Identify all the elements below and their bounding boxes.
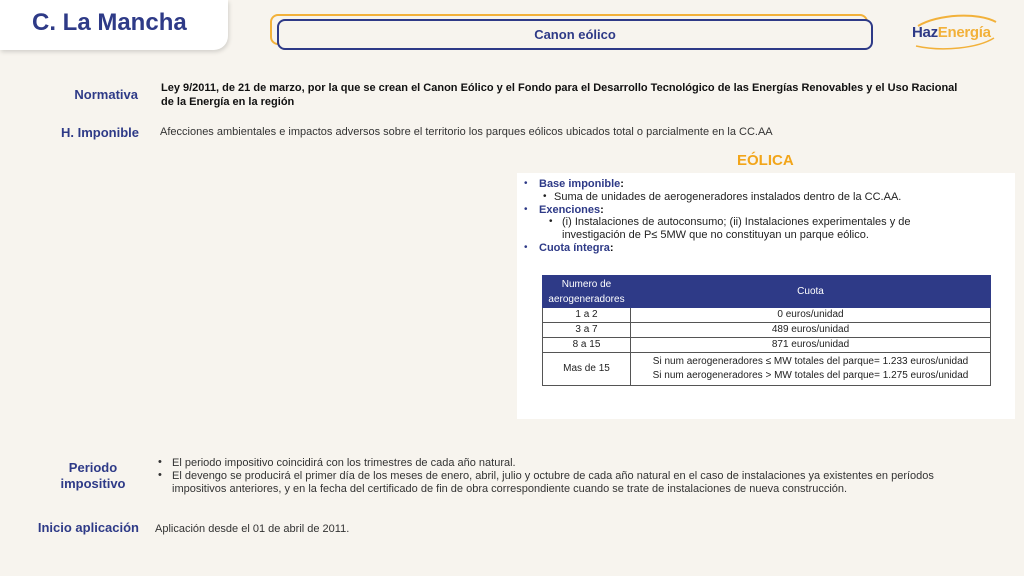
normativa-line2: de la Energía en la región [161, 96, 295, 108]
bullet-dot: • [524, 178, 528, 189]
cuota-label: Cuota íntegra [539, 242, 610, 254]
table-header-row [543, 276, 991, 308]
cuota-line2: Si num aerogeneradores > MW totales del parque= 1.275 euros/unidad [652, 370, 969, 381]
colon: : [600, 204, 604, 216]
banner-title: Canon eólico [534, 27, 616, 42]
cell-n: 8 a 15 [543, 338, 631, 353]
cell-n: 3 a 7 [543, 323, 631, 338]
base-imponible-label: Base imponible [539, 178, 621, 190]
periodo-label-line2: impositivo [60, 476, 126, 491]
normativa-label: Normativa [74, 87, 138, 102]
bullet-dot: • [158, 469, 162, 481]
inicio-label: Inicio aplicación [37, 520, 139, 535]
inicio-text: Aplicación desde el 01 de abril de 2011. [155, 523, 350, 535]
exenciones-line2: investigación de P≤ 5MW que no constituyan un parque eólico. [562, 229, 869, 241]
cuota-line1: Si num aerogeneradores ≤ MW totales del parque= 1.233 euros/unidad [652, 356, 969, 367]
page-title: C. La Mancha [32, 9, 187, 36]
logo-text-energia: Energía [937, 24, 991, 41]
cell-cuota: 871 euros/unidad [631, 338, 991, 353]
hazenergia-logo [908, 12, 1000, 52]
bullet-dot: • [524, 242, 528, 253]
title-box [0, 0, 228, 50]
exenciones-label: Exenciones [539, 204, 601, 216]
base-imponible-text: Suma de unidades de aerogeneradores instalados dentro de la CC.AA. [554, 191, 902, 203]
col-header-line2: aerogeneradores [548, 293, 625, 305]
exenciones-line1: (i) Instalaciones de autoconsumo; (ii) Instalaciones experimentales y de [562, 216, 911, 228]
bullet-dot: • [524, 204, 528, 215]
base-imponible-heading [539, 178, 624, 191]
cuota-table [542, 275, 991, 386]
table-row [543, 353, 991, 386]
periodo-bullet2-line1: El devengo se producirá el primer día de los meses de enero, abril, julio y octubre de cada año natural en el caso de instalaciones ya existentes en períodos [172, 470, 934, 482]
bullet-dot: • [158, 456, 162, 468]
periodo-bullet1: El periodo impositivo coincidirá con los trimestres de cada año natural. [172, 457, 516, 469]
cell-n: Mas de 15 [543, 353, 631, 386]
col-header-cuota: Cuota [631, 276, 991, 308]
bullet-dot: • [543, 191, 547, 202]
cell-n: 1 a 2 [543, 308, 631, 323]
colon: : [620, 178, 624, 190]
col-header-line1: Numero de [561, 278, 612, 290]
cell-cuota-multiline [631, 353, 991, 386]
imponible-text: Afecciones ambientales e impactos adversos sobre el territorio los parques eólicos ubicados total o parcialmente en la CC.AA [160, 126, 773, 138]
periodo-label-line1: Periodo [68, 460, 118, 475]
cell-cuota: 489 euros/unidad [631, 323, 991, 338]
eolica-title: EÓLICA [737, 152, 794, 169]
table-row [543, 338, 991, 353]
logo-text-haz: Haz [912, 24, 938, 41]
cuota-heading [539, 242, 614, 255]
imponible-label: H. Imponible [61, 125, 139, 140]
col-header-aerogeneradores [543, 276, 631, 308]
table-row [543, 323, 991, 338]
normativa-line1: Ley 9/2011, de 21 de marzo, por la que se crean el Canon Eólico y el Fondo para el Desarrollo Tecnológico de las Energías Renovables y el Uso Racional [161, 82, 958, 94]
table-row [543, 308, 991, 323]
cell-cuota: 0 euros/unidad [631, 308, 991, 323]
bullet-dot: • [549, 216, 553, 227]
periodo-bullet2-line2: impositivos anteriores, y en la fecha del certificado de fin de obra correspondiente cuando se trate de instalaciones de nueva construcción. [172, 483, 848, 495]
colon: : [609, 242, 614, 254]
